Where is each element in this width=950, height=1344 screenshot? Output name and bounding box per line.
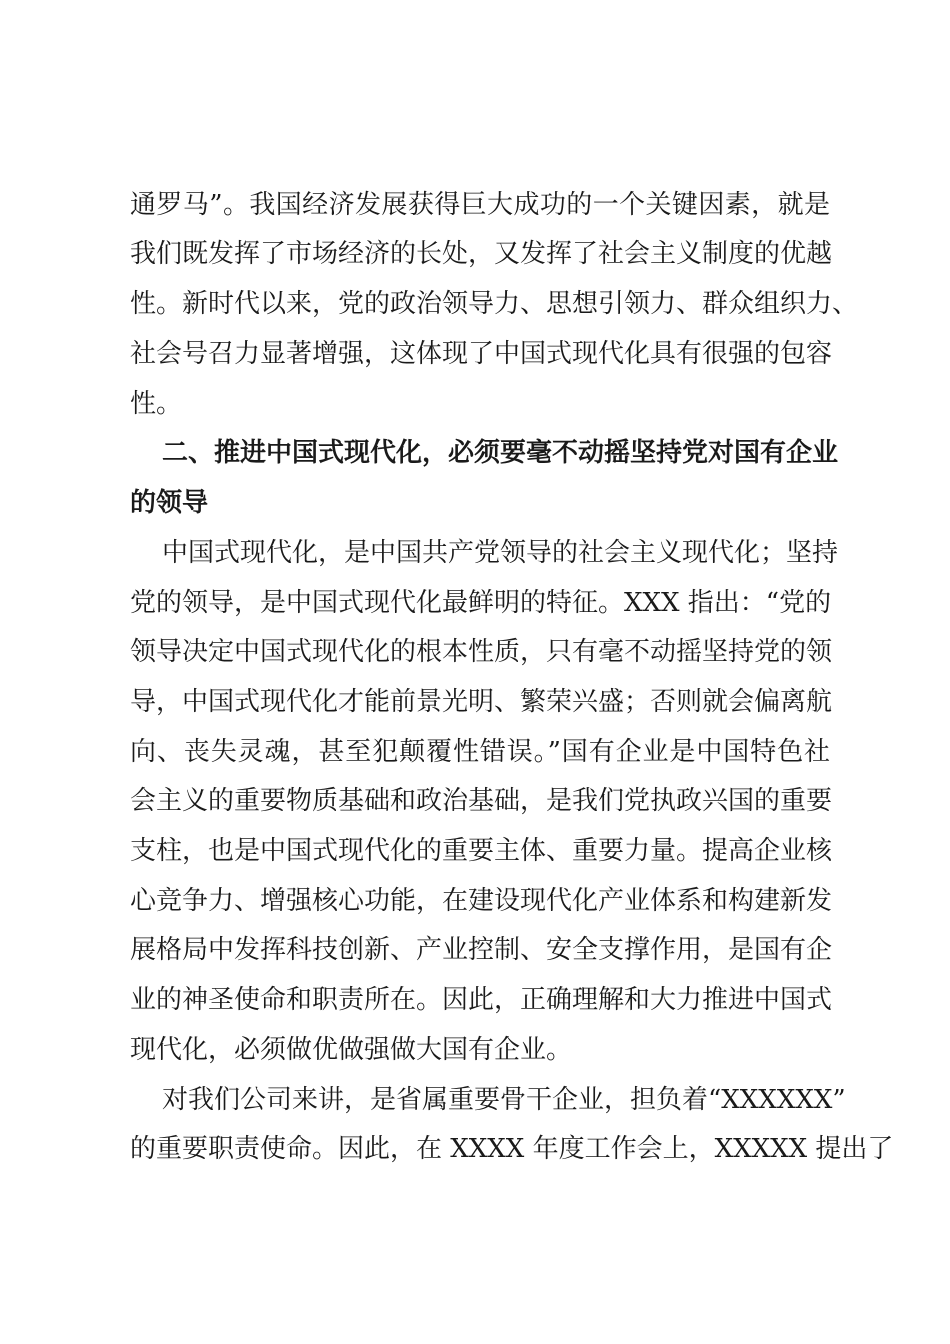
text-line: 通罗马”。我国经济发展获得巨大成功的一个关键因素，就是	[130, 190, 830, 220]
text-line: 现代化，必须做优做强做大国有企业。	[130, 1035, 573, 1065]
text-line: 社会号召力显著增强，这体现了中国式现代化具有很强的包容	[130, 339, 833, 369]
text-line: 导，中国式现代化才能前景光明、繁荣兴盛；否则就会偏离航	[130, 687, 833, 717]
section-heading: 二、推进中国式现代化，必须要毫不动摇坚持党对国有企业	[162, 438, 839, 468]
section-heading-continued: 的领导	[130, 488, 209, 518]
text-line: 会主义的重要物质基础和政治基础，是我们党执政兴国的重要	[130, 786, 833, 816]
text-line: 性。	[130, 389, 183, 419]
text-line: 的重要职责使命。因此，在 XXXX 年度工作会上，XXXXX 提出了	[130, 1134, 894, 1164]
text-line: 党的领导，是中国式现代化最鲜明的特征。XXX 指出：“党的	[130, 588, 832, 618]
text-line: 领导决定中国式现代化的根本性质，只有毫不动摇坚持党的领	[130, 637, 833, 667]
text-line: 业的神圣使命和职责所在。因此，正确理解和大力推进中国式	[130, 985, 833, 1015]
text-line: 向、丧失灵魂，甚至犯颠覆性错误。”国有企业是中国特色社	[130, 737, 830, 767]
text-line: 展格局中发挥科技创新、产业控制、安全支撑作用，是国有企	[130, 935, 833, 965]
paragraph-start: 中国式现代化，是中国共产党领导的社会主义现代化；坚持	[162, 538, 839, 568]
text-line: 支柱，也是中国式现代化的重要主体、重要力量。提高企业核	[130, 836, 833, 866]
text-line: 我们既发挥了市场经济的长处，又发挥了社会主义制度的优越	[130, 239, 833, 269]
text-line: 性。新时代以来，党的政治领导力、思想引领力、群众组织力、	[130, 289, 859, 319]
text-line: 心竞争力、增强核心功能，在建设现代化产业体系和构建新发	[130, 886, 833, 916]
paragraph-start: 对我们公司来讲，是省属重要骨干企业，担负着“XXXXXX”	[162, 1085, 846, 1115]
